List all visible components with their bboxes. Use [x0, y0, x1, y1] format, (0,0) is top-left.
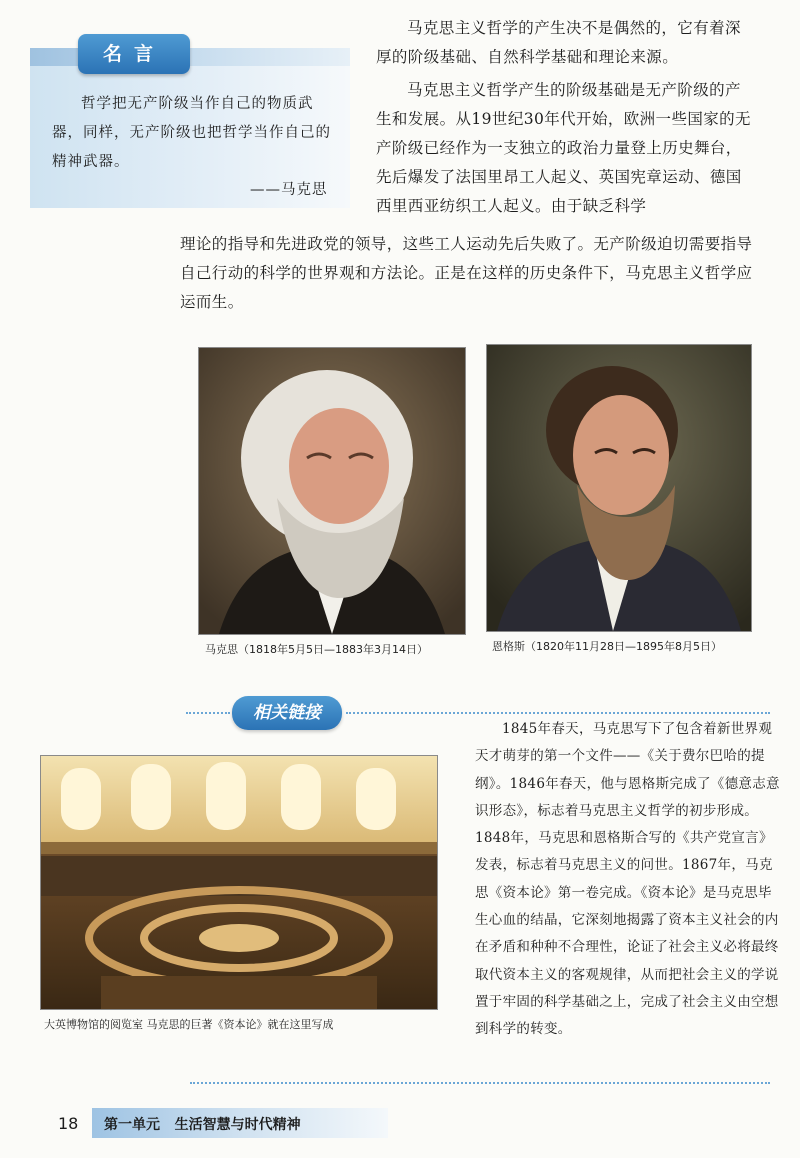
paragraph-origin: 马克思主义哲学的产生决不是偶然的，它有着深厚的阶级基础、自然科学基础和理论来源。	[376, 19, 741, 66]
dotted-divider-right	[346, 712, 770, 714]
marx-portrait-image	[199, 348, 465, 634]
related-link-text: 1845年春天，马克思写下了包含着新世界观天才萌芽的第一个文件——《关于费尔巴哈的提纲》。1846年春天，他与恩格斯完成了《德意志意识形态》，标志着马克思主义哲学的初步形成。1848年，马克思和恩格斯合写的《共产党宣言》发表，标志着马克思主义的问世。1867年，马克思《资本论》第一卷完成。《资本论》是马克思毕生心血的结晶，它深刻地揭露了资本主义社会的内在矛盾和种种不合理性，论证了社会主义必将最终取代资本主义的客观规律，从而把社会主义的学说置于牢固的科学基础之上，完成了社会主义由空想到科学的转变。	[475, 721, 780, 1038]
bottom-dotted-divider	[190, 1082, 770, 1084]
library-photo	[40, 755, 438, 1010]
engels-portrait	[486, 344, 752, 632]
page-number: 18	[58, 1114, 79, 1133]
paragraph-class-basis-continued: 理论的指导和先进政党的领导，这些工人运动先后失败了。无产阶级迫切需要指导自己行动的科学的世界观和方法论。正是在这样的历史条件下，马克思主义哲学应运而生。	[180, 235, 753, 311]
engels-caption: 恩格斯（1820年11月28日—1895年8月5日）	[492, 640, 722, 653]
footer-unit-title: 第一单元 生活智慧与时代精神	[104, 1117, 301, 1133]
paragraph-class-basis: 马克思主义哲学产生的阶级基础是无产阶级的产生和发展。从19世纪30年代开始，欧洲一些国家的无产阶级已经作为一支独立的政治力量登上历史舞台，先后爆发了法国里昂工人起义、英国宪章运动、德国西里西亚纺织工人起义。由于缺乏科学	[376, 81, 751, 215]
quote-tag: 名言	[78, 34, 190, 74]
library-reading-room-image	[41, 756, 437, 1009]
marx-portrait	[198, 347, 466, 635]
library-caption: 大英博物馆的阅览室 马克思的巨著《资本论》就在这里写成	[44, 1018, 334, 1031]
quote-author: ——马克思	[250, 182, 328, 198]
marx-caption: 马克思（1818年5月5日—1883年3月14日）	[205, 643, 428, 656]
engels-portrait-image	[487, 345, 751, 631]
related-link-tag: 相关链接	[232, 696, 342, 730]
dotted-divider-left	[186, 712, 230, 714]
quote-text: 哲学把无产阶级当作自己的物质武器，同样，无产阶级也把哲学当作自己的精神武器。	[52, 96, 331, 170]
